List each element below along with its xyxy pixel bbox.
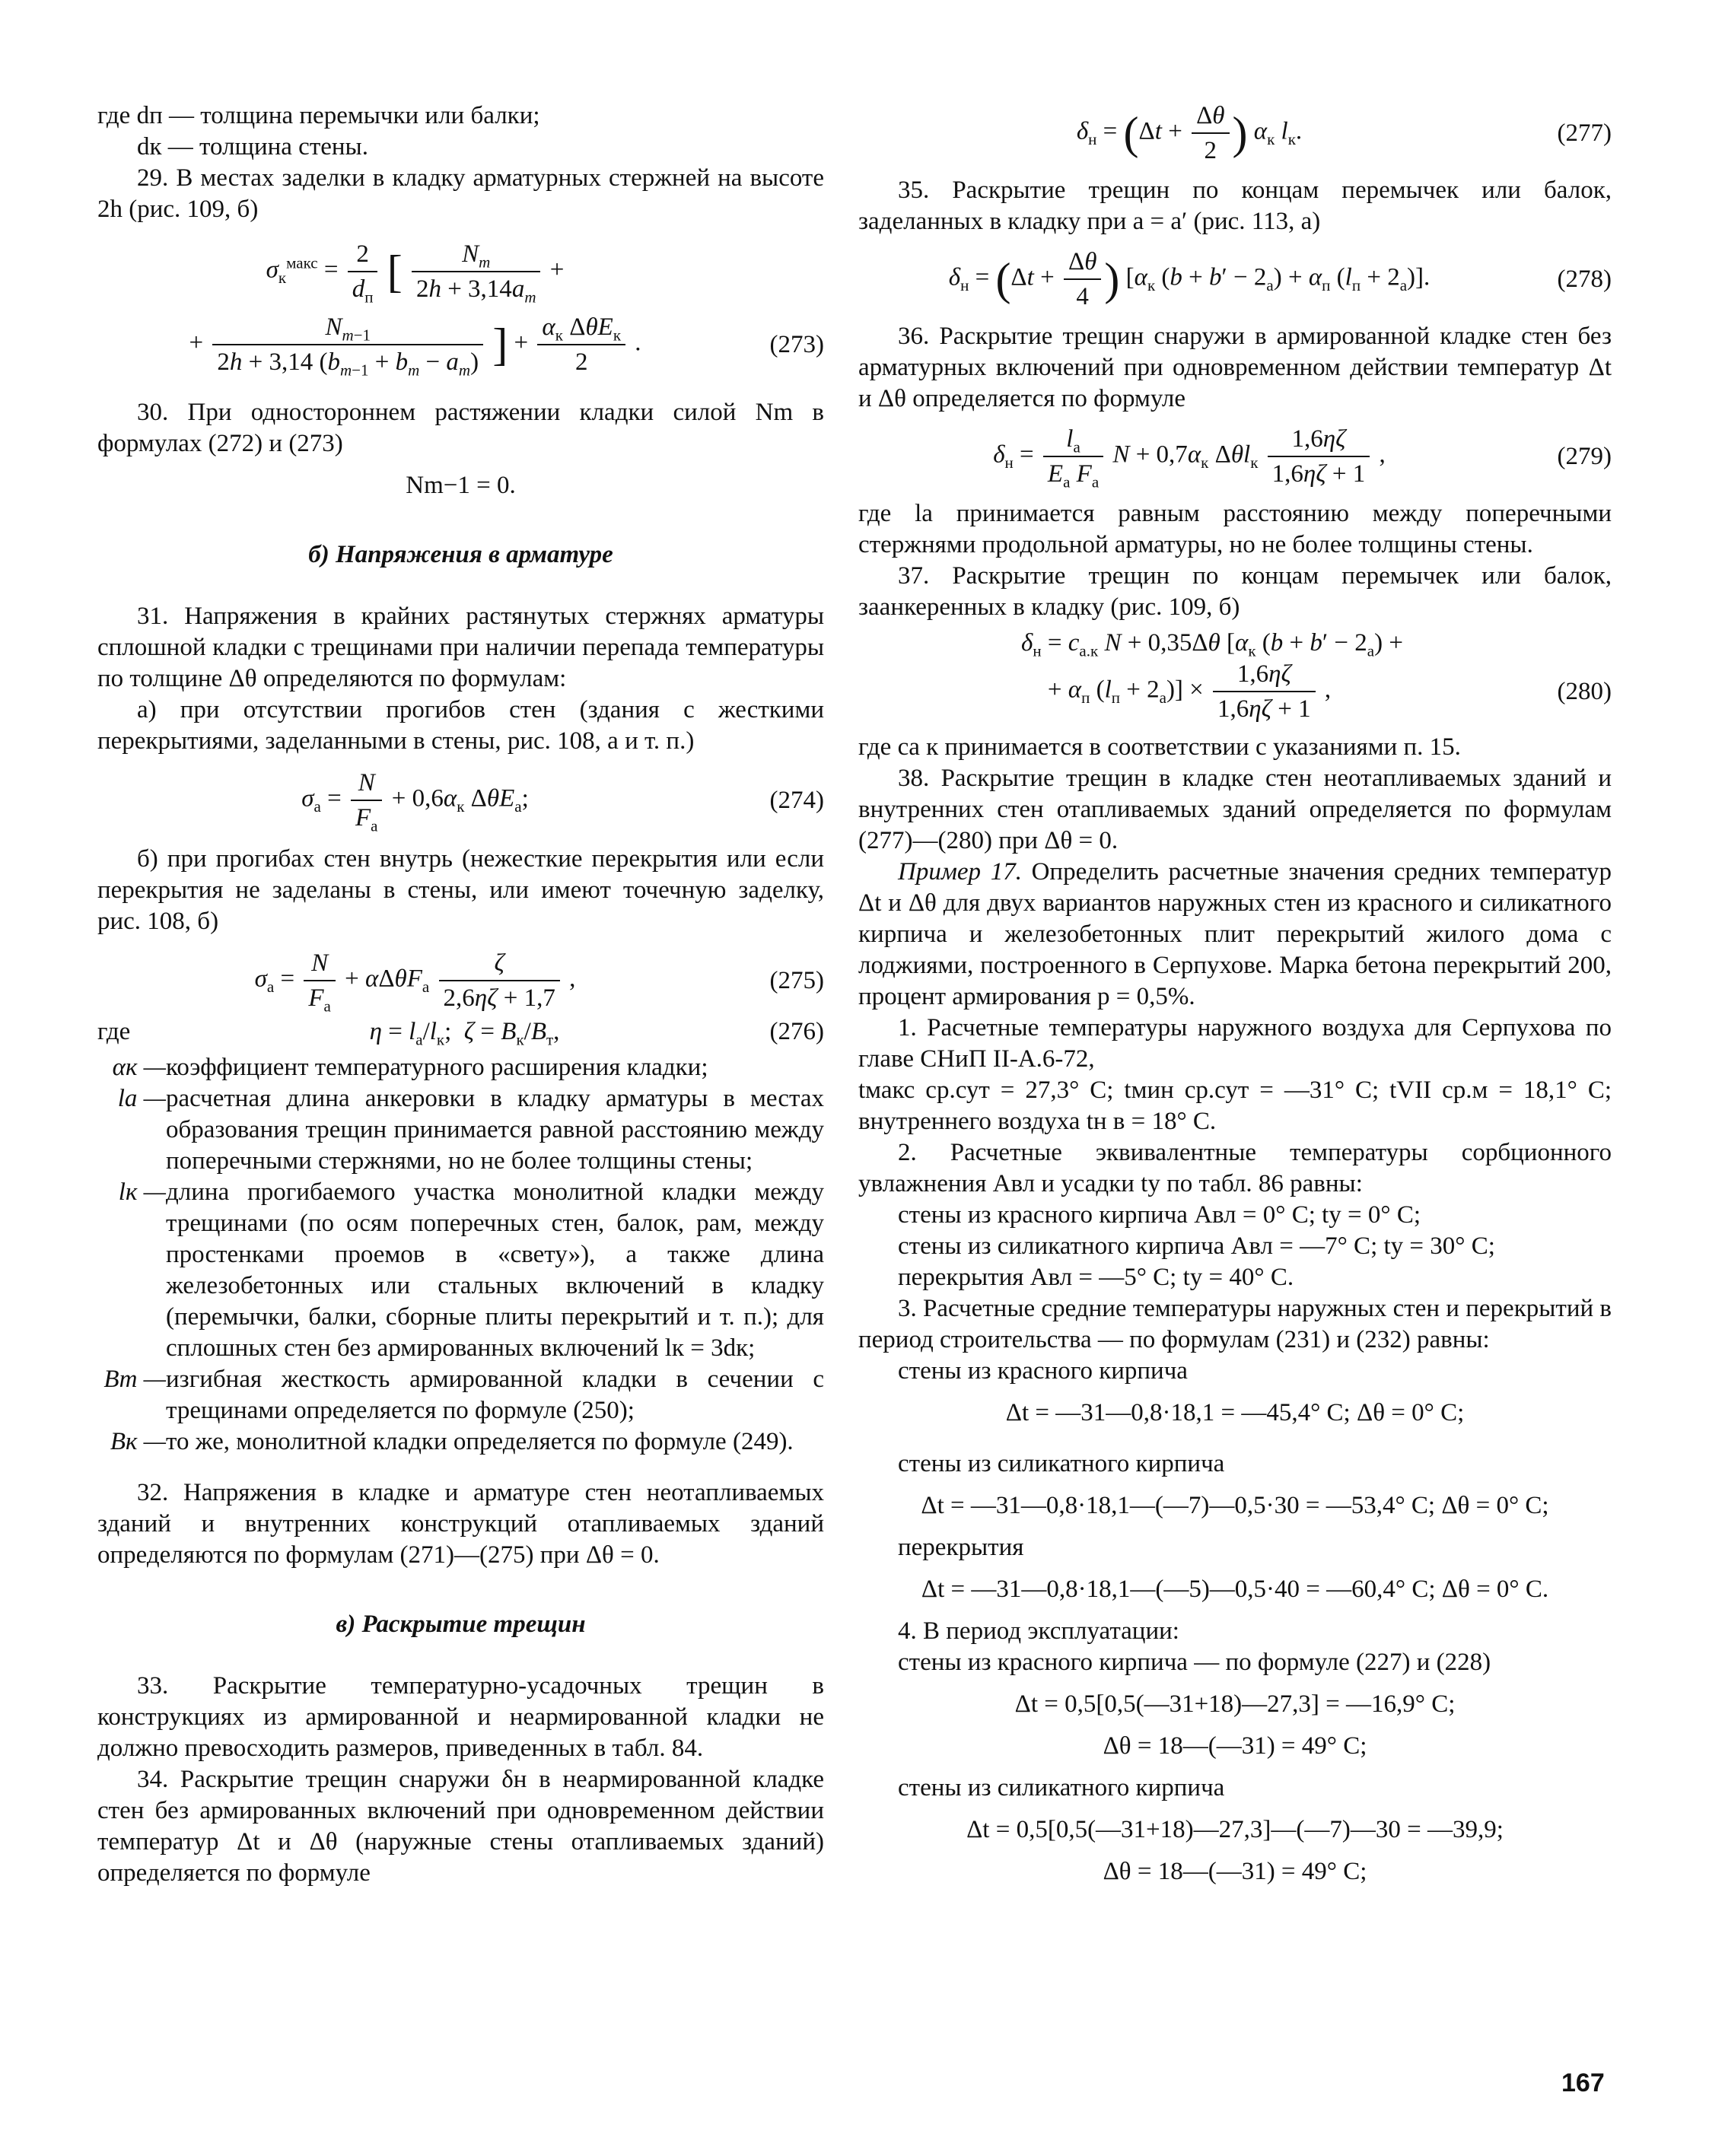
definition-item <box>97 1177 824 1364</box>
formula-276: где $\eta = l_а/l_к$; $\zeta = B_к/B_т$, (276) <box>97 1018 824 1049</box>
right-column <box>858 100 1612 1898</box>
definition-item <box>97 1426 824 1458</box>
definition-symbol: lк — <box>118 1178 166 1206</box>
step-2b: стены из силикатного кирпича Aвл = —7° С; tу = 30° С; <box>898 1232 1495 1260</box>
equation-number-278: (278) <box>1557 265 1612 293</box>
example-label: Пример 17. <box>898 858 1022 886</box>
definition-dk: dк — толщина стены. <box>137 133 368 161</box>
equation-number-274: (274) <box>769 786 824 814</box>
paragraph-29: 29. В местах заделки в кладку арматурных стержней на высоте 2h (рис. 109, б) <box>97 164 824 223</box>
step-4b: стены из силикатного кирпича <box>898 1774 1225 1801</box>
formula-278: $\delta_н = (\Delta t$ + $\frac{\Delta\theta}{4}$ ) [$\alpha_к$ $(b + b' - 2_а) + \alpha_п$ $(l_п + 2_а)$]. (278) <box>948 248 1612 310</box>
equation-number-277: (277) <box>1557 119 1612 147</box>
paragraph-30: 30. При одностороннем растяжении кладки силой Nm в формулах (272) и (273) <box>97 399 824 457</box>
paragraph-34: 34. Раскрытие трещин снаружи δн в неармированной кладке стен без армированных включений при одновременном действии температур Δt и Δθ (наружные стены отапливаемых зданий) определяется по формуле <box>97 1766 824 1887</box>
definition-text: изгибная жесткость армированной кладки в сечении с трещинами определяется по формуле (250); <box>166 1366 824 1424</box>
equation-number-279: (279) <box>1557 442 1612 470</box>
section-heading-b: б) Напряжения в арматуре <box>308 541 613 568</box>
left-column <box>97 100 824 1889</box>
paragraph-32: 32. Напряжения в кладке и арматуре стен неотапливаемых зданий и внутренних конструкций отапливаемых зданий определяются по формулам (271)—(275) при Δθ = 0. <box>97 1479 824 1569</box>
paragraph-31a: а) при отсутствии прогибов стен (здания с жесткими перекрытиями, заделанными в стены, рис. 108, а и т. п.) <box>97 696 824 755</box>
paragraph-33: 33. Раскрытие температурно-усадочных трещин в конструкциях из армированной и неармированной кладки не должно превосходить размеров, приведенных в табл. 84. <box>97 1672 824 1762</box>
step-3a: стены из красного кирпича <box>898 1357 1188 1385</box>
step-1-values: tмакс ср.сут = 27,3° С; tмин ср.сут = —31° С; tVII ср.м = 18,1° С; внутреннего воздуха tн в = 18° С. <box>858 1076 1612 1135</box>
formula-280: + $\alpha_п$ $(l_п + 2_а)$] × $\frac{1,6\eta\zeta}{1,6\eta\zeta + 1}$ , (280) <box>1047 660 1612 723</box>
equation-number-276: (276) <box>769 1018 824 1045</box>
paragraph-36b: где lа принимается равным расстоянию между поперечными стержнями продольной арматуры, но не более толщины стены. <box>858 500 1612 558</box>
paragraph-37b: где cа к принимается в соответствии с указаниями п. 15. <box>858 733 1461 761</box>
step-3b: стены из силикатного кирпича <box>898 1450 1225 1477</box>
formula-280-line1: $\delta_н = c_{а.к}$ N + 0,35Δθ [$\alpha_к$ $(b + b' - 2_а)$ + <box>1021 629 1403 660</box>
formula-279: $\delta_н$ = $\frac{l_а}{E_а F_а}$ $N + 0,7\alpha_к$ Δθl$_к$ $\frac{1,6\eta\zeta}{1,6\eta\zeta + 1}$ , (279) <box>993 425 1612 491</box>
definition-text: то же, монолитной кладки определяется по формуле (249). <box>166 1428 794 1455</box>
step-3c: перекрытия <box>898 1534 1024 1561</box>
formula-273-line1: $\sigma_к^{макс}$ = $\frac{2}{d_п}$ [ $\frac{N_m}{2h + 3,14a_m}$ + <box>266 240 565 307</box>
example-text: Определить расчетные значения средних температур Δt и Δθ для двух вариантов наружных стен из красного и силикатного кирпича и железобетонных плит перекрытий жилого дома с лоджиями, построенного в Серпухове. Марка бетона перекрытий 200, процент армирования p = 0,5%. <box>858 858 1612 1010</box>
step-3a-formula: Δt = —31—0,8·18,1 = —45,4° С; Δθ = 0° С; <box>1005 1399 1465 1426</box>
definition-item <box>97 1052 824 1083</box>
definition-item <box>97 1083 824 1177</box>
step-4b-formula-1: Δt = 0,5[0,5(—31+18)—27,3]—(—7)—30 = —39,9; <box>966 1816 1504 1843</box>
step-4: 4. В период эксплуатации: <box>898 1617 1179 1645</box>
equation-number-280: (280) <box>1557 677 1612 705</box>
equation-number-273: (273) <box>769 330 824 358</box>
definition-dp: где dп — толщина перемычки или балки; <box>97 102 540 129</box>
paragraph-31b: б) при прогибах стен внутрь (нежесткие перекрытия или если перекрытия не заделаны в стены, или имеют точечную заделку, рис. 108, б) <box>97 845 824 935</box>
step-2c: перекрытия Aвл = —5° С; tу = 40° С. <box>898 1264 1294 1291</box>
formula-275: $\sigma_а$ = $\frac{N}{F_а}$ + αΔθF$_а$ $\frac{\zeta}{2,6\eta\zeta + 1,7}$ , (275) <box>254 949 824 1016</box>
formula-nm: Nm−1 = 0. <box>406 472 516 499</box>
step-4a: стены из красного кирпича — по формуле (227) и (228) <box>898 1649 1491 1676</box>
step-3: 3. Расчетные средние температуры наружных стен и перекрытий в период строительства — по формулам (231) и (232) равны: <box>858 1295 1612 1353</box>
step-1: 1. Расчетные температуры наружного воздуха для Серпухова по главе СНиП II-А.6-72, <box>858 1014 1612 1073</box>
step-4a-formula-1: Δt = 0,5[0,5(—31+18)—27,3] = —16,9° С; <box>1014 1690 1456 1718</box>
step-4a-formula-2: Δθ = 18—(—31) = 49° С; <box>1103 1732 1367 1760</box>
paragraph-38: 38. Раскрытие трещин в кладке стен неотапливаемых зданий и внутренних стен отапливаемых зданий определяется по формулам (277)—(280) при Δθ = 0. <box>858 765 1612 854</box>
formula-273: + $\frac{N_{m-1}}{2h + 3,14 (b_{m-1} + b_m - a_m)}$ ] + $\frac{\alpha_к \Delta\theta E_к}{2}$ . (273) <box>189 313 824 380</box>
formula-277: $\delta_н = (\Delta t$ + $\frac{\Delta\theta}{2}$ ) $\alpha_к$ $l_к$. (277) <box>1076 102 1612 164</box>
definition-text: коэффициент температурного расширения кладки; <box>166 1054 708 1081</box>
where-label: где <box>97 1018 131 1045</box>
step-2: 2. Расчетные эквивалентные температуры сорбционного увлажнения Aвл и усадки tу по табл. 86 равны: <box>858 1139 1612 1197</box>
definition-text: длина прогибаемого участка монолитной кладки между трещинами (по осям поперечных стен, балок, рам, между простенками проемов в «свету»), а также длина железобетонных или стальных включений в кладку (перемычки, балки, сборные плиты перекрытий и т. п.); для сплошных стен без армированных включений lк = 3dк; <box>166 1178 824 1362</box>
step-3b-formula: Δt = —31—0,8·18,1—(—7)—0,5·30 = —53,4° С; Δθ = 0° С; <box>921 1492 1549 1519</box>
paragraph-37: 37. Раскрытие трещин по концам перемычек или балок, заанкеренных в кладку (рис. 109, б) <box>858 562 1612 621</box>
paragraph-31: 31. Напряжения в крайних растянутых стержнях арматуры сплошной кладки с трещинами при наличии перепада температуры по толщине Δθ определяются по формулам: <box>97 603 824 692</box>
section-heading-v: в) Раскрытие трещин <box>336 1611 586 1638</box>
step-3c-formula: Δt = —31—0,8·18,1—(—5)—0,5·40 = —60,4° С; Δθ = 0° С. <box>921 1576 1549 1603</box>
definition-item <box>97 1364 824 1426</box>
paragraph-36: 36. Раскрытие трещин снаружи в армированной кладке стен без арматурных включений при одновременном действии температур Δt и Δθ определяется по формуле <box>858 323 1612 412</box>
definition-symbol: Bт — <box>103 1366 166 1393</box>
step-4b-formula-2: Δθ = 18—(—31) = 49° С; <box>1103 1858 1367 1885</box>
definition-symbol: αк — <box>112 1054 166 1081</box>
definition-symbol: Bк — <box>110 1428 166 1455</box>
formula-274: $\sigma_а$ = $\frac{N}{F_а}$ + $0,6\alpha_к$ ΔθE$_а$; (274) <box>301 769 824 835</box>
paragraph-35: 35. Раскрытие трещин по концам перемычек или балок, заделанных в кладку при a = a′ (рис. 113, а) <box>858 176 1612 235</box>
definition-text: расчетная длина анкеровки в кладку арматуры в местах образования трещин принимается равной расстоянию между поперечными стержнями, но не более толщины стены; <box>166 1085 824 1175</box>
page-number: 167 <box>1561 2069 1605 2097</box>
definition-symbol: lа — <box>117 1085 166 1112</box>
example-17 <box>858 857 1612 1013</box>
definitions-list <box>97 1052 824 1458</box>
equation-number-275: (275) <box>769 966 824 994</box>
step-2a: стены из красного кирпича Aвл = 0° С; tу = 0° С; <box>898 1201 1421 1229</box>
